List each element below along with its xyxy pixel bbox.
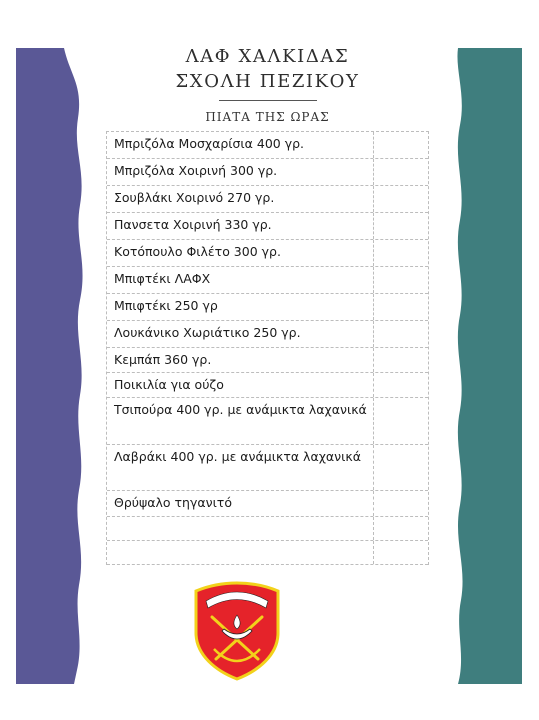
menu-item-price <box>374 348 428 372</box>
menu-item-price <box>374 159 428 185</box>
menu-item-name: Κεμπάπ 360 γρ. <box>107 348 374 372</box>
left-purple-band <box>16 48 83 684</box>
menu-item-name: Σουβλάκι Χοιρινό 270 γρ. <box>107 186 374 212</box>
menu-row <box>107 348 428 373</box>
menu-item-price <box>374 517 428 540</box>
menu-row <box>107 240 428 267</box>
menu-item-price <box>374 186 428 212</box>
menu-row <box>107 132 428 159</box>
menu-table <box>106 131 429 565</box>
menu-item-name: Μπριζόλα Χοιρινή 300 γρ. <box>107 159 374 185</box>
header-divider <box>219 100 317 101</box>
menu-row <box>107 294 428 321</box>
restaurant-name: ΛΑΦ ΧΑΛΚΙΔΑΣ <box>185 46 350 67</box>
menu-item-name: Τσιπούρα 400 γρ. με ανάμικτα λαχανικά <box>107 398 374 444</box>
menu-row <box>107 186 428 213</box>
menu-row <box>107 159 428 186</box>
menu-item-price <box>374 398 428 444</box>
right-teal-band <box>457 48 522 684</box>
menu-item-name: Μπιφτέκι ΛΑΦΧ <box>107 267 374 293</box>
menu-row <box>107 491 428 517</box>
menu-row <box>107 445 428 491</box>
menu-item-price <box>374 445 428 490</box>
menu-item-name: Θρύψαλο τηγανιτό <box>107 491 374 516</box>
menu-item-name: Λαβράκι 400 γρ. με ανάμικτα λαχανικά <box>107 445 374 490</box>
menu-row <box>107 373 428 398</box>
menu-item-name: Πανσετα Χοιρινή 330 γρ. <box>107 213 374 239</box>
menu-row <box>107 213 428 240</box>
menu-item-price <box>374 491 428 516</box>
menu-item-price <box>374 132 428 158</box>
menu-header <box>106 44 429 124</box>
unit-emblem-logo <box>192 581 282 681</box>
menu-row-empty <box>107 541 428 565</box>
section-title: ΠΙΑΤΑ ΤΗΣ ΩΡΑΣ <box>205 110 330 124</box>
menu-item-price <box>374 240 428 266</box>
menu-item-name: Κοτόπουλο Φιλέτο 300 γρ. <box>107 240 374 266</box>
menu-item-name: Ποικιλία για ούζο <box>107 373 374 397</box>
menu-item-price <box>374 321 428 347</box>
menu-row <box>107 398 428 445</box>
menu-item-price <box>374 267 428 293</box>
menu-item-name: Μπριζόλα Μοσχαρίσια 400 γρ. <box>107 132 374 158</box>
menu-item-name <box>107 517 374 540</box>
menu-item-name <box>107 541 374 564</box>
menu-row-empty <box>107 517 428 541</box>
menu-item-price <box>374 541 428 564</box>
menu-item-price <box>374 373 428 397</box>
menu-item-price <box>374 213 428 239</box>
menu-item-name: Λουκάνικο Χωριάτικο 250 γρ. <box>107 321 374 347</box>
menu-row <box>107 267 428 294</box>
menu-item-name: Μπιφτέκι 250 γρ <box>107 294 374 320</box>
menu-row <box>107 321 428 348</box>
school-name: ΣΧΟΛΗ ΠΕΖΙΚΟΥ <box>175 71 360 92</box>
menu-item-price <box>374 294 428 320</box>
